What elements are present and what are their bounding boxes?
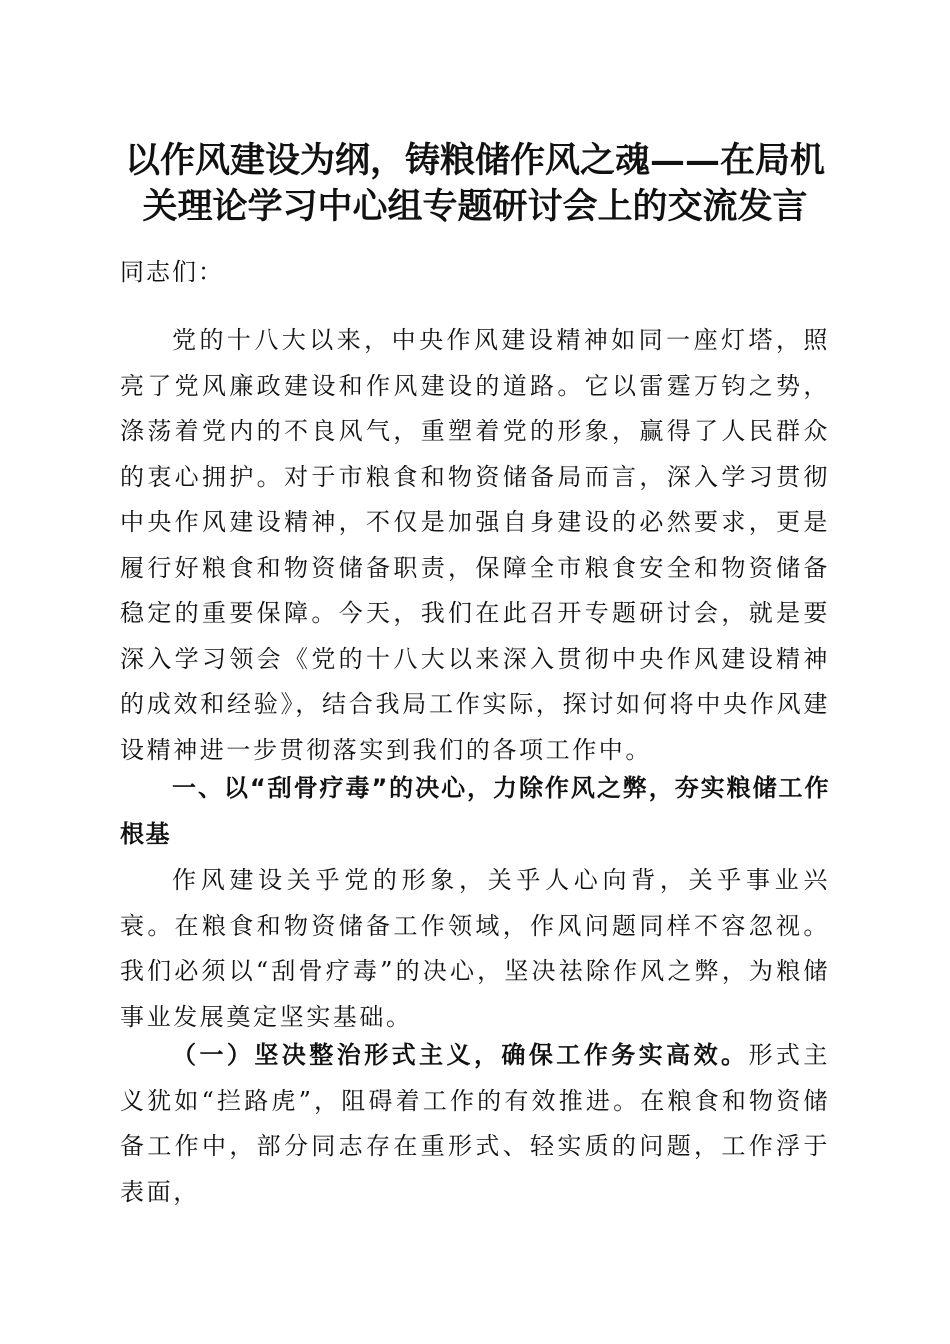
document-title-line-2: 关理论学习中心组专题研讨会上的交流发言 bbox=[142, 186, 808, 227]
document-title-line-1: 以作风建设为纲，铸粮储作风之魂——在局机 bbox=[124, 140, 825, 181]
subsection-1-text: 形式主义犹如“拦路虎”，阻碍着工作的有效推进。在粮食和物资储备工作中，部分同志存在重形式、轻实质的问题，工作浮于表面， bbox=[120, 1041, 830, 1206]
subsection-1-paragraph bbox=[120, 1032, 830, 1215]
intro-paragraph: 党的十八大以来，中央作风建设精神如同一座灯塔，照亮了党风廉政建设和作风建设的道路。它以雷霆万钧之势，涤荡着党内的不良风气，重塑着党的形象，赢得了人民群众的衷心拥护。对于市粮食和物资储备局而言，深入学习贯彻中央作风建设精神，不仅是加强自身建设的必然要求，更是履行好粮食和物资储备职责，保障全市粮食安全和物资储备稳定的重要保障。今天，我们在此召开专题研讨会，就是要深入学习领会《党的十八大以来深入贯彻中央作风建设精神的成效和经验》，结合我局工作实际，探讨如何将中央作风建设精神进一步贯彻落实到我们的各项工作中。 bbox=[120, 326, 830, 764]
section-1-paragraph: 作风建设关乎党的形象，关乎人心向背，关乎事业兴衰。在粮食和物资储备工作领域，作风问题同样不容忽视。我们必须以“刮骨疗毒”的决心，坚决祛除作风之弊，为粮储事业发展奠定坚实基础。 bbox=[120, 866, 830, 1031]
section-1-heading: 一、以“刮骨疗毒”的决心，力除作风之弊，夯实粮储工作根基 bbox=[120, 774, 830, 848]
subsection-1-heading: （一）坚决整治形式主义，确保工作务实高效。 bbox=[172, 1040, 749, 1069]
salutation: 同志们： bbox=[120, 258, 224, 286]
